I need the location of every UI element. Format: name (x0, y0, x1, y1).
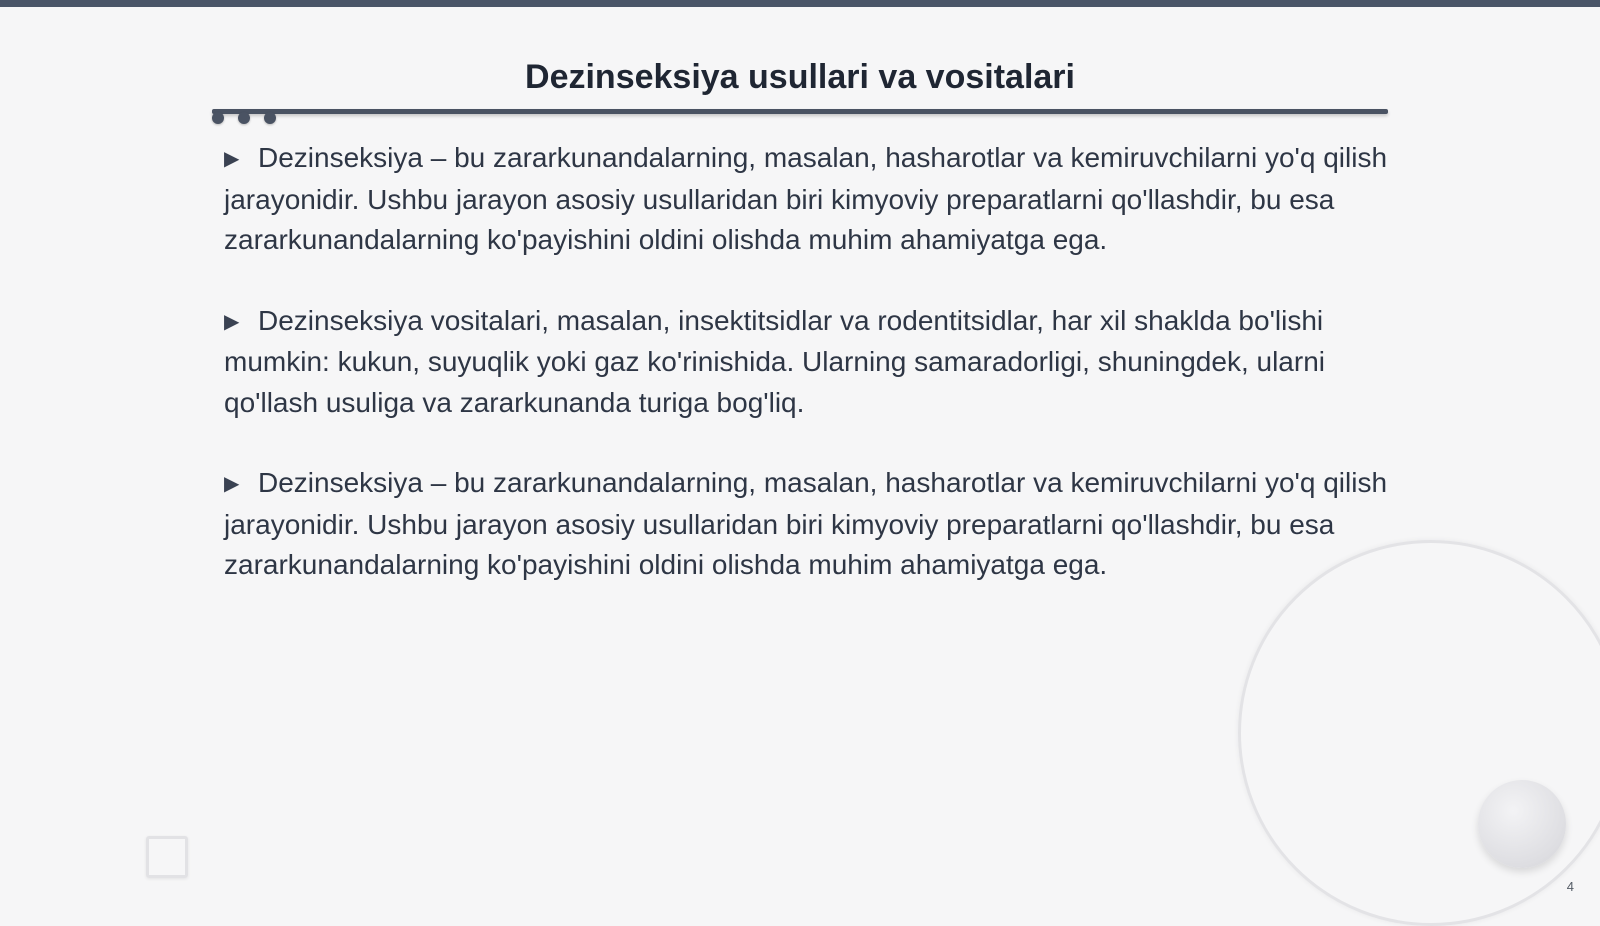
slide-title: Dezinseksiya usullari va vositalari (525, 58, 1075, 96)
top-accent-bar (0, 0, 1600, 7)
underline-dot-2 (238, 112, 250, 124)
paragraph-text: Dezinseksiya – bu zararkunandalarning, masalan, hasharotlar va kemiruvchilarni yo'q qilish jarayonidir. Ushbu jarayon asosiy usullaridan biri kimyoviy preparatlarni qo'llashdir, bu esa zararkunandalarning ko'payishini oldini olishda muhim ahamiyatga ega. (224, 142, 1388, 255)
paragraph-text: Dezinseksiya – bu zararkunandalarning, masalan, hasharotlar va kemiruvchilarni yo'q qilish jarayonidir. Ushbu jarayon asosiy usullaridan biri kimyoviy preparatlarni qo'llashdir, bu esa zararkunandalarning ko'payishini oldini olishda muhim ahamiyatga ega. (224, 467, 1388, 580)
underline-dot-1 (212, 112, 224, 124)
decorative-square (146, 836, 188, 878)
slide-content (224, 138, 1392, 626)
paragraph-1 (224, 138, 1392, 261)
triangle-bullet-icon: ▶ (224, 148, 240, 170)
decorative-sphere (1478, 780, 1566, 868)
paragraph-2 (224, 301, 1392, 424)
decorative-ring (1238, 540, 1600, 926)
triangle-bullet-icon: ▶ (224, 310, 240, 333)
paragraph-text: Dezinseksiya vositalari, masalan, insektitsidlar va rodentitsidlar, har xil shaklda bo'lishi mumkin: kukun, suyuqlik yoki gaz ko'rinishida. Ularning samaradorligi, shuningdek, ularni qo'llash usuliga va zararkunanda turiga bog'liq. (224, 304, 1325, 418)
paragraph-3 (224, 463, 1392, 586)
triangle-bullet-icon: ▶ (224, 473, 240, 495)
page-number: 4 (1566, 879, 1574, 894)
underline-dot-3 (264, 112, 276, 124)
title-underline (212, 109, 1388, 114)
